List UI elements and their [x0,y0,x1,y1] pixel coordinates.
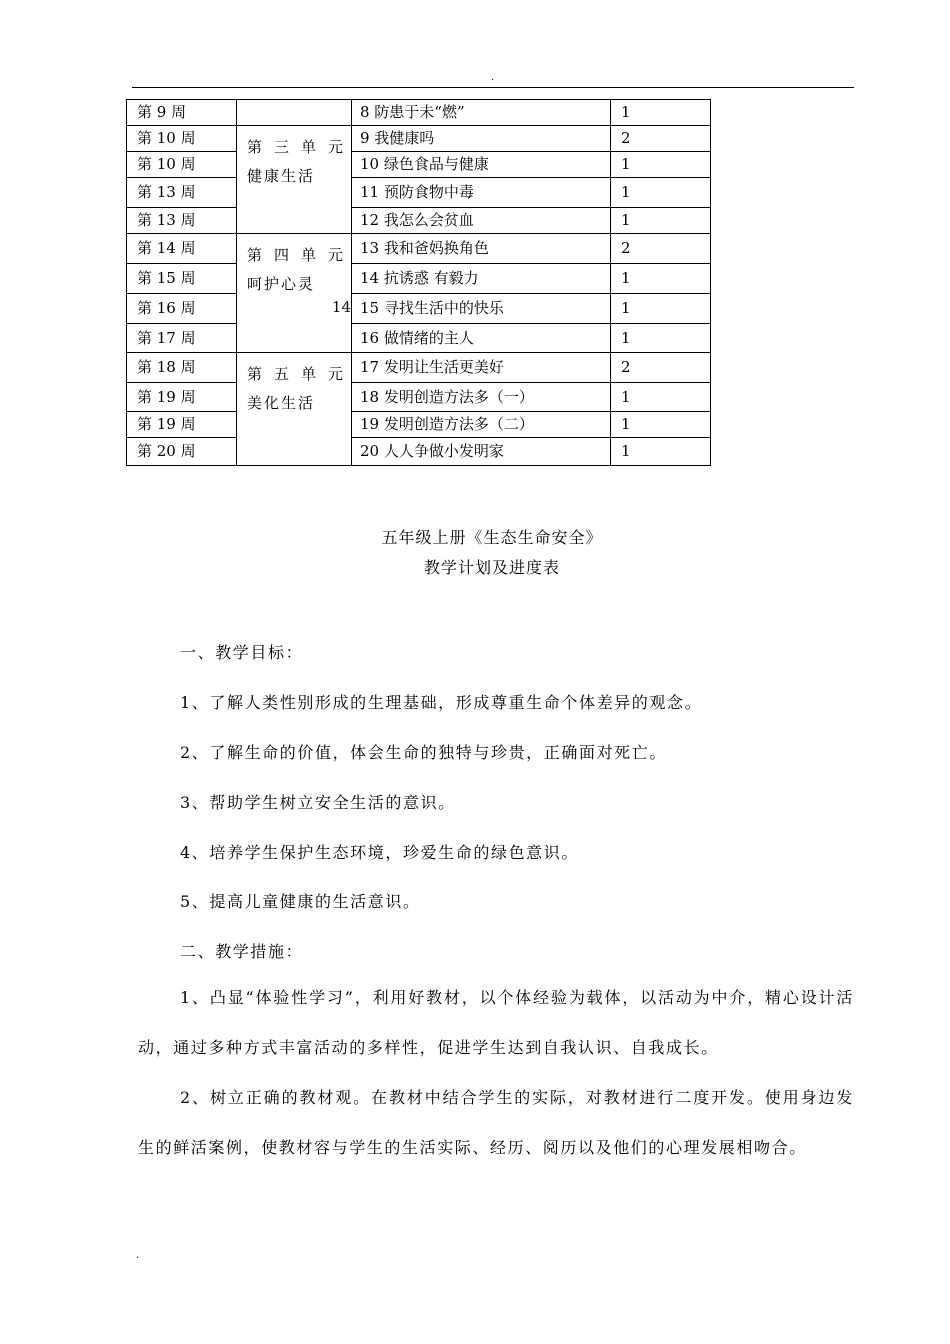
week-cell: 第 10 周 [127,126,237,152]
week-cell: 第 10 周 [127,152,237,178]
header-rule [132,87,854,88]
hours-cell: 1 [611,324,711,353]
week-cell: 第 18 周 [127,353,237,383]
document-subtitle: 教学计划及进度表 [423,558,560,577]
table-row [127,412,711,438]
unit-char: 单 [300,365,316,383]
unit-cell [237,126,352,234]
table-row [127,353,711,383]
table-row [127,100,711,126]
hours-cell: 1 [611,152,711,178]
hours-cell: 1 [611,294,711,324]
measure-paragraph: 1、凸显“体验性学习”，利用好教材，以个体经验为载体，以活动为中介，精心设计活动，通过多种方式丰富活动的多样性，促进学生达到自我认识、自我成长。 [138,988,854,1057]
goal-item: 2、了解生命的价值，体会生命的独特与珍贵，正确面对死亡。 [180,743,667,762]
unit-cell-empty [237,100,352,126]
goal-item: 3、帮助学生树立安全生活的意识。 [180,793,456,812]
unit-cell [237,353,352,466]
unit-number-line [247,248,343,263]
hours-cell: 2 [611,353,711,383]
week-cell: 第 19 周 [127,412,237,438]
table-row [127,294,711,324]
unit-char: 元 [327,365,343,383]
table-row [127,126,711,152]
unit-char: 元 [327,246,343,264]
lesson-cell: 9 我健康吗 [352,126,611,152]
lesson-cell: 11 预防食物中毒 [352,178,611,208]
lesson-cell: 12 我怎么会贫血 [352,208,611,234]
hours-cell: 1 [611,438,711,466]
goal-item: 5、提高儿童健康的生活意识。 [180,892,421,911]
unit-cell [237,234,352,353]
week-cell: 第 19 周 [127,383,237,412]
header-dot: . [491,72,495,83]
hours-cell: 1 [611,178,711,208]
hours-cell: 1 [611,383,711,412]
schedule-table [126,99,711,466]
lesson-cell: 14 抗诱惑 有毅力 [352,264,611,294]
table-row [127,178,711,208]
hours-cell: 1 [611,412,711,438]
unit-char: 五 [273,365,289,383]
section-heading-goals: 一、教学目标： [180,643,304,662]
week-cell: 第 14 周 [127,234,237,264]
unit-char: 四 [273,246,289,264]
table-row [127,438,711,466]
unit-title: 呵护心灵 [247,275,316,293]
hours-cell: 1 [611,264,711,294]
unit-char: 第 [247,138,263,156]
hours-cell: 2 [611,234,711,264]
unit-extra-number: 14 [331,298,351,316]
table-row [127,383,711,412]
lesson-cell: 10 绿色食品与健康 [352,152,611,178]
table-row [127,208,711,234]
unit-char: 第 [247,365,263,383]
hours-cell: 2 [611,126,711,152]
week-cell: 第 9 周 [127,100,237,126]
table-row [127,234,711,264]
week-cell: 第 17 周 [127,324,237,353]
unit-number-line [247,367,343,382]
goal-item: 4、培养学生保护生态环境，珍爱生命的绿色意识。 [180,843,579,862]
lesson-cell: 15 寻找生活中的快乐 [352,294,611,324]
hours-cell: 1 [611,208,711,234]
unit-char: 单 [300,246,316,264]
week-cell: 第 15 周 [127,264,237,294]
lesson-cell: 17 发明让生活更美好 [352,353,611,383]
lesson-cell: 8 防患于未“燃” [352,100,611,126]
lesson-cell: 16 做情绪的主人 [352,324,611,353]
table-row [127,152,711,178]
goal-item: 1、了解人类性别形成的生理基础，形成尊重生命个体差异的观念。 [180,693,703,712]
week-cell: 第 13 周 [127,178,237,208]
measure-paragraph: 2、树立正确的教材观。在教材中结合学生的实际，对教材进行二度开发。使用身边发生的鲜活案例，使教材容与学生的生活实际、经历、阅历以及他们的心理发展相吻合。 [138,1088,854,1157]
lesson-cell: 18 发明创造方法多（一） [352,383,611,412]
document-title: 五年级上册《生态生命安全》 [381,528,603,547]
unit-title: 健康生活 [247,167,316,185]
lesson-cell: 13 我和爸妈换角色 [352,234,611,264]
unit-char: 单 [300,138,316,156]
section-heading-measures: 二、教学措施： [180,942,304,961]
footer-dot: . [136,1250,140,1261]
week-cell: 第 20 周 [127,438,237,466]
unit-char: 元 [327,138,343,156]
unit-char: 三 [273,138,289,156]
lesson-cell: 20 人人争做小发明家 [352,438,611,466]
unit-number-line [247,140,343,155]
table-row [127,264,711,294]
hours-cell: 1 [611,100,711,126]
lesson-cell: 19 发明创造方法多（二） [352,412,611,438]
unit-char: 第 [247,246,263,264]
week-cell: 第 13 周 [127,208,237,234]
week-cell: 第 16 周 [127,294,237,324]
unit-title: 美化生活 [247,394,316,412]
table-row [127,324,711,353]
